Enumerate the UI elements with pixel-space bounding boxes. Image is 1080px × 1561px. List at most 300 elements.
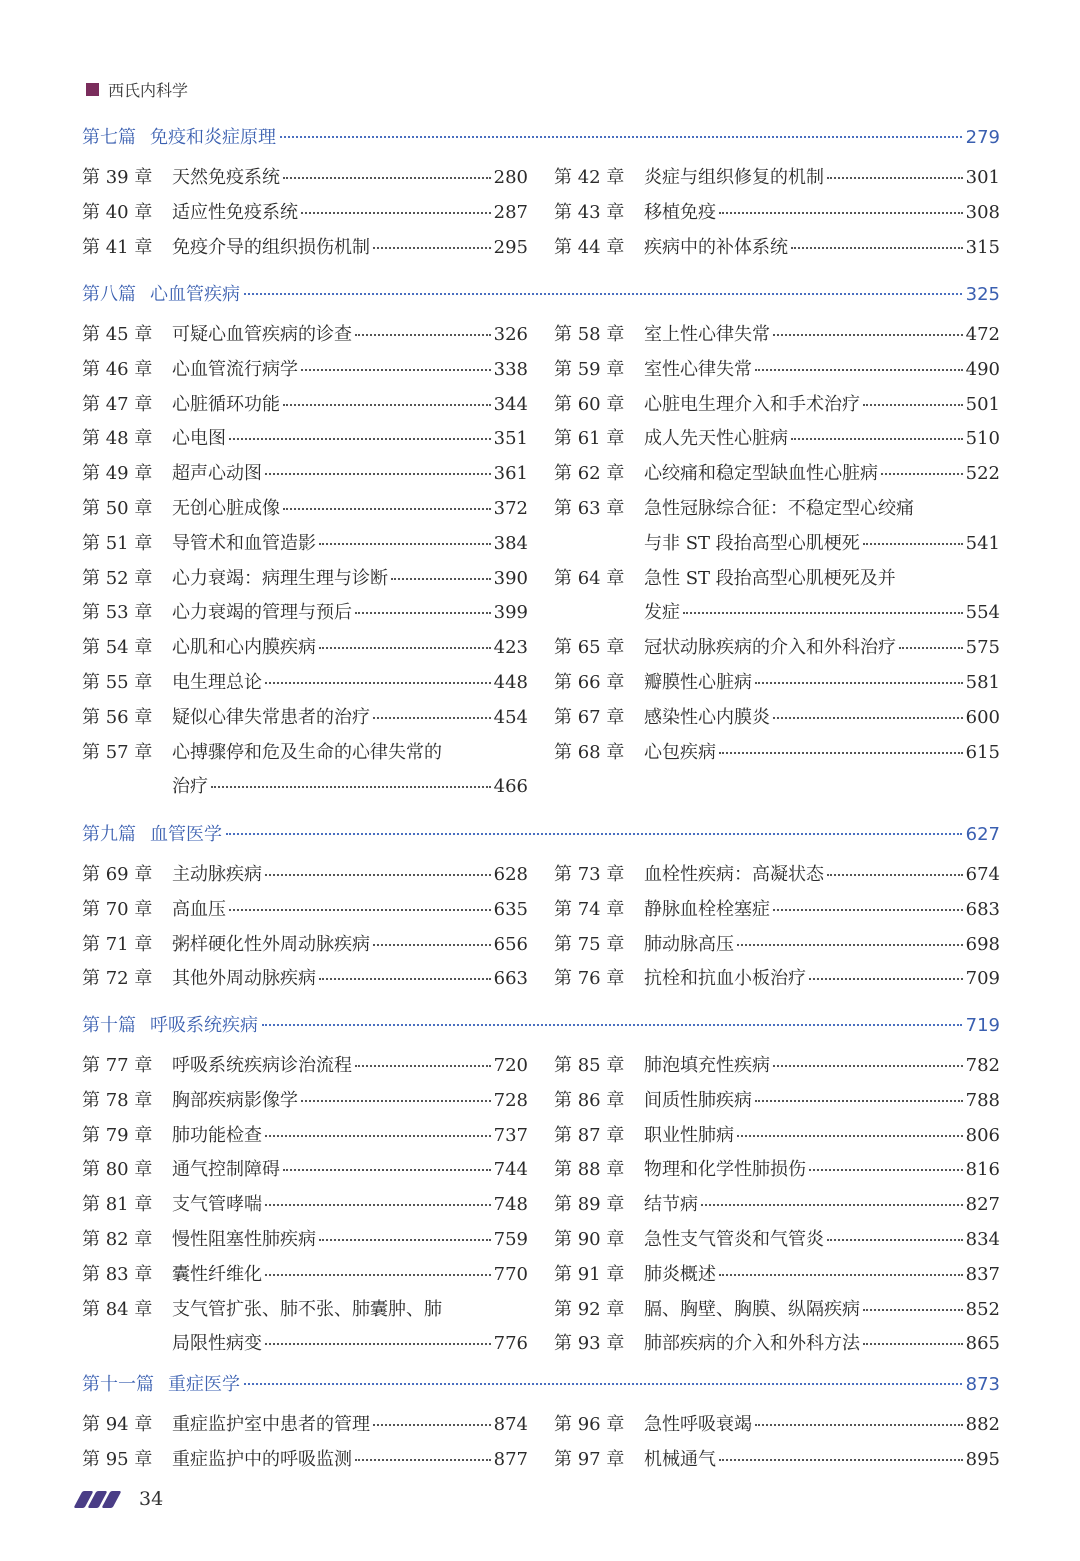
chapter-title: 感染性心内膜炎 bbox=[644, 706, 770, 728]
toc-column-right bbox=[554, 320, 1000, 772]
chapter-page-number: 338 bbox=[493, 358, 528, 380]
toc-column-right bbox=[554, 163, 1000, 267]
chapter-entry[interactable] bbox=[554, 424, 1000, 459]
chapter-number: 第 43 章 bbox=[554, 201, 625, 223]
leader-dots bbox=[827, 874, 963, 876]
chapter-page-number: 874 bbox=[493, 1414, 528, 1435]
chapter-number: 第 70 章 bbox=[82, 898, 153, 920]
leader-dots bbox=[863, 404, 963, 406]
chapter-entry[interactable] bbox=[554, 1155, 1000, 1190]
chapter-entry[interactable] bbox=[554, 598, 1000, 633]
chapter-page-number: 720 bbox=[493, 1055, 528, 1076]
chapter-entry[interactable] bbox=[82, 1121, 528, 1156]
chapter-title: 肺动脉高压 bbox=[644, 933, 734, 955]
part-page-number: 873 bbox=[965, 1374, 1000, 1395]
leader-dots bbox=[755, 1100, 963, 1102]
chapter-number: 第 86 章 bbox=[554, 1089, 625, 1111]
chapter-title: 心血管流行病学 bbox=[172, 358, 298, 380]
chapter-title: 急性支气管炎和气管炎 bbox=[644, 1228, 824, 1250]
chapter-title: 室性心律失常 bbox=[644, 358, 752, 380]
leader-dots bbox=[755, 682, 963, 684]
leader-dots bbox=[863, 1343, 963, 1345]
leader-dots bbox=[809, 978, 963, 980]
chapter-page-number: 788 bbox=[965, 1089, 1000, 1111]
chapter-title: 急性 ST 段抬高型心肌梗死及并 bbox=[644, 567, 896, 589]
chapter-entry[interactable] bbox=[82, 633, 528, 668]
leader-dots bbox=[244, 293, 962, 295]
chapter-entry[interactable] bbox=[554, 1410, 1000, 1445]
chapter-entry[interactable] bbox=[554, 1295, 1000, 1330]
chapter-entry[interactable] bbox=[82, 233, 528, 268]
part-heading[interactable] bbox=[82, 1370, 1000, 1400]
chapter-entry[interactable] bbox=[554, 390, 1000, 425]
chapter-number: 第 75 章 bbox=[554, 933, 625, 955]
chapter-number: 第 57 章 bbox=[82, 741, 153, 763]
chapter-number: 第 49 章 bbox=[82, 463, 153, 485]
chapter-title: 可疑心血管疾病的诊查 bbox=[172, 324, 352, 345]
chapter-page-number: 882 bbox=[965, 1414, 1000, 1435]
leader-dots bbox=[283, 508, 491, 510]
chapter-page-number: 635 bbox=[493, 898, 528, 920]
leader-dots bbox=[319, 543, 491, 545]
chapter-title: 天然免疫系统 bbox=[172, 167, 280, 188]
leader-dots bbox=[391, 578, 491, 580]
leader-dots bbox=[265, 1135, 491, 1137]
leader-dots bbox=[280, 136, 962, 138]
chapter-page-number: 308 bbox=[965, 201, 1000, 223]
chapter-entry[interactable] bbox=[82, 1445, 528, 1480]
leader-dots bbox=[373, 1424, 491, 1426]
chapter-page-number: 490 bbox=[965, 358, 1000, 380]
part-page-number: 325 bbox=[965, 284, 1000, 305]
leader-dots bbox=[319, 647, 491, 649]
chapter-page-number: 656 bbox=[493, 933, 528, 955]
chapter-page-number: 837 bbox=[965, 1263, 1000, 1285]
leader-dots bbox=[773, 334, 963, 336]
chapter-title: 心脏循环功能 bbox=[172, 393, 280, 415]
chapter-page-number: 748 bbox=[493, 1194, 528, 1216]
leader-dots bbox=[755, 1424, 963, 1426]
leader-dots bbox=[229, 438, 491, 440]
chapter-number: 第 69 章 bbox=[82, 864, 153, 885]
chapter-title: 胸部疾病影像学 bbox=[172, 1089, 298, 1111]
chapter-entry[interactable] bbox=[82, 355, 528, 390]
chapter-page-number: 448 bbox=[493, 671, 528, 693]
chapter-number: 第 66 章 bbox=[554, 671, 625, 693]
leader-dots bbox=[701, 1204, 963, 1206]
chapter-title: 发症 bbox=[644, 602, 680, 624]
chapter-entry[interactable] bbox=[82, 860, 528, 895]
chapter-number: 第 89 章 bbox=[554, 1194, 625, 1216]
chapter-entry[interactable] bbox=[554, 355, 1000, 390]
chapter-entry[interactable] bbox=[82, 529, 528, 564]
chapter-entry[interactable] bbox=[82, 1295, 528, 1330]
chapter-entry[interactable] bbox=[554, 1260, 1000, 1295]
chapter-entry[interactable] bbox=[554, 529, 1000, 564]
leader-dots bbox=[355, 1065, 491, 1067]
chapter-title: 肺泡填充性疾病 bbox=[644, 1055, 770, 1076]
chapter-page-number: 852 bbox=[965, 1298, 1000, 1320]
leader-dots bbox=[737, 1135, 963, 1137]
chapter-title: 职业性肺病 bbox=[644, 1124, 734, 1146]
chapter-entry[interactable] bbox=[554, 1225, 1000, 1260]
chapter-entry[interactable] bbox=[554, 1121, 1000, 1156]
chapter-title: 心脏电生理介入和手术治疗 bbox=[644, 393, 860, 415]
chapter-number: 第 76 章 bbox=[554, 968, 625, 990]
chapter-entry[interactable] bbox=[82, 930, 528, 965]
chapter-number: 第 90 章 bbox=[554, 1228, 625, 1250]
chapter-page-number: 454 bbox=[493, 706, 528, 728]
chapter-title: 心力衰竭：病理生理与诊断 bbox=[172, 567, 388, 589]
chapter-page-number: 361 bbox=[493, 463, 528, 485]
leader-dots bbox=[283, 404, 491, 406]
chapter-title: 冠状动脉疾病的介入和外科治疗 bbox=[644, 637, 896, 659]
chapter-page-number: 575 bbox=[965, 637, 1000, 659]
chapter-title: 心肌和心内膜疾病 bbox=[172, 637, 316, 659]
chapter-entry[interactable] bbox=[82, 1051, 528, 1086]
leader-dots bbox=[755, 369, 963, 371]
chapter-page-number: 287 bbox=[493, 201, 528, 223]
chapter-page-number: 295 bbox=[493, 236, 528, 258]
chapter-entry[interactable] bbox=[554, 1329, 1000, 1364]
chapter-page-number: 301 bbox=[965, 167, 1000, 188]
chapter-page-number: 472 bbox=[965, 324, 1000, 345]
part-number: 第九篇 bbox=[82, 824, 136, 845]
part-title: 重症医学 bbox=[168, 1374, 240, 1395]
chapter-entry[interactable] bbox=[554, 1086, 1000, 1121]
chapter-number: 第 73 章 bbox=[554, 864, 625, 885]
chapter-title: 疾病中的补体系统 bbox=[644, 236, 788, 258]
chapter-page-number: 384 bbox=[493, 532, 528, 554]
chapter-page-number: 466 bbox=[493, 776, 528, 798]
chapter-entry[interactable] bbox=[554, 198, 1000, 233]
chapter-number: 第 72 章 bbox=[82, 968, 153, 990]
chapter-number: 第 58 章 bbox=[554, 324, 625, 345]
chapter-number: 第 68 章 bbox=[554, 741, 625, 763]
chapter-title: 主动脉疾病 bbox=[172, 864, 262, 885]
leader-dots bbox=[719, 1459, 963, 1461]
chapter-number: 第 67 章 bbox=[554, 706, 625, 728]
leader-dots bbox=[863, 1309, 963, 1311]
chapter-entry[interactable] bbox=[82, 1086, 528, 1121]
chapter-title: 电生理总论 bbox=[172, 671, 262, 693]
chapter-page-number: 423 bbox=[493, 637, 528, 659]
leader-dots bbox=[355, 334, 491, 336]
chapter-title: 其他外周动脉疾病 bbox=[172, 968, 316, 990]
chapter-number: 第 63 章 bbox=[554, 497, 625, 519]
chapter-page-number: 776 bbox=[493, 1333, 528, 1355]
leader-dots bbox=[373, 944, 491, 946]
leader-dots bbox=[265, 1204, 491, 1206]
leader-dots bbox=[301, 369, 491, 371]
chapter-number: 第 56 章 bbox=[82, 706, 153, 728]
toc-column-right bbox=[554, 860, 1000, 999]
chapter-entry[interactable] bbox=[82, 459, 528, 494]
leader-dots bbox=[355, 612, 491, 614]
chapter-entry[interactable] bbox=[554, 1051, 1000, 1086]
part-heading[interactable] bbox=[82, 1011, 1000, 1041]
chapter-page-number: 581 bbox=[965, 671, 1000, 693]
chapter-entry[interactable] bbox=[82, 163, 528, 198]
chapter-number: 第 71 章 bbox=[82, 933, 153, 955]
page-footer bbox=[78, 1488, 163, 1510]
chapter-page-number: 865 bbox=[965, 1333, 1000, 1355]
leader-dots bbox=[719, 212, 963, 214]
chapter-entry[interactable] bbox=[554, 738, 1000, 773]
chapter-entry[interactable] bbox=[82, 494, 528, 529]
chapter-entry[interactable] bbox=[554, 564, 1000, 599]
chapter-title: 抗栓和抗血小板治疗 bbox=[644, 968, 806, 990]
chapter-number: 第 42 章 bbox=[554, 167, 625, 188]
leader-dots bbox=[827, 177, 963, 179]
leader-dots bbox=[262, 1024, 962, 1026]
toc-column-left bbox=[82, 860, 528, 999]
chapter-entry[interactable] bbox=[554, 895, 1000, 930]
chapter-page-number: 280 bbox=[493, 167, 528, 188]
chapter-number: 第 88 章 bbox=[554, 1159, 625, 1181]
chapter-entry[interactable] bbox=[82, 703, 528, 738]
chapter-number: 第 94 章 bbox=[82, 1414, 153, 1435]
leader-dots bbox=[319, 978, 491, 980]
toc-column-left bbox=[82, 1051, 528, 1364]
chapter-page-number: 554 bbox=[965, 602, 1000, 624]
leader-dots bbox=[737, 944, 963, 946]
chapter-number: 第 55 章 bbox=[82, 671, 153, 693]
chapter-entry[interactable] bbox=[82, 895, 528, 930]
leader-dots bbox=[899, 647, 963, 649]
chapter-title: 重症监护室中患者的管理 bbox=[172, 1414, 370, 1435]
chapter-number: 第 40 章 bbox=[82, 201, 153, 223]
toc-column-left bbox=[82, 163, 528, 267]
chapter-number: 第 81 章 bbox=[82, 1194, 153, 1216]
leader-dots bbox=[773, 717, 963, 719]
page-number: 34 bbox=[139, 1488, 164, 1510]
chapter-page-number: 510 bbox=[965, 428, 1000, 450]
chapter-title: 通气控制障碍 bbox=[172, 1159, 280, 1181]
chapter-page-number: 390 bbox=[493, 567, 528, 589]
chapter-number: 第 59 章 bbox=[554, 358, 625, 380]
chapter-title: 机械通气 bbox=[644, 1448, 716, 1470]
chapter-title: 血栓性疾病：高凝状态 bbox=[644, 864, 824, 885]
chapter-number: 第 77 章 bbox=[82, 1055, 153, 1076]
chapter-number: 第 50 章 bbox=[82, 497, 153, 519]
chapter-title: 膈、胸壁、胸膜、纵隔疾病 bbox=[644, 1298, 860, 1320]
chapter-entry[interactable] bbox=[82, 1410, 528, 1445]
chapter-title: 免疫介导的组织损伤机制 bbox=[172, 236, 370, 258]
chapter-number: 第 83 章 bbox=[82, 1263, 153, 1285]
toc-column-right bbox=[554, 1410, 1000, 1480]
chapter-title: 与非 ST 段抬高型心肌梗死 bbox=[644, 532, 860, 554]
chapter-entry[interactable] bbox=[82, 390, 528, 425]
leader-dots bbox=[244, 1383, 962, 1385]
chapter-entry[interactable] bbox=[82, 738, 528, 773]
chapter-title: 急性冠脉综合征：不稳定型心绞痛 bbox=[644, 497, 914, 519]
part-number: 第七篇 bbox=[82, 127, 136, 148]
chapter-entry[interactable] bbox=[554, 1190, 1000, 1225]
chapter-entry[interactable] bbox=[554, 668, 1000, 703]
chapter-title: 瓣膜性心脏病 bbox=[644, 671, 752, 693]
chapter-number: 第 91 章 bbox=[554, 1263, 625, 1285]
chapter-page-number: 501 bbox=[965, 393, 1000, 415]
chapter-number: 第 46 章 bbox=[82, 358, 153, 380]
chapter-entry[interactable] bbox=[554, 703, 1000, 738]
chapter-title: 囊性纤维化 bbox=[172, 1263, 262, 1285]
chapter-number: 第 87 章 bbox=[554, 1124, 625, 1146]
part-heading[interactable] bbox=[82, 123, 1000, 153]
chapter-title: 室上性心律失常 bbox=[644, 324, 770, 345]
leader-dots bbox=[373, 717, 491, 719]
chapter-title: 支气管哮喘 bbox=[172, 1194, 262, 1216]
part-title: 心血管疾病 bbox=[150, 284, 240, 305]
footer-stripes-decoration bbox=[78, 1491, 117, 1508]
chapter-number: 第 78 章 bbox=[82, 1089, 153, 1111]
chapter-number: 第 85 章 bbox=[554, 1055, 625, 1076]
chapter-entry[interactable] bbox=[82, 1225, 528, 1260]
chapter-page-number: 759 bbox=[493, 1228, 528, 1250]
part-heading[interactable] bbox=[82, 280, 1000, 310]
leader-dots bbox=[809, 1169, 963, 1171]
leader-dots bbox=[719, 1274, 963, 1276]
chapter-title: 心包疾病 bbox=[644, 741, 716, 763]
leader-dots bbox=[283, 1169, 491, 1171]
chapter-page-number: 399 bbox=[493, 602, 528, 624]
chapter-title: 肺炎概述 bbox=[644, 1263, 716, 1285]
chapter-page-number: 674 bbox=[965, 864, 1000, 885]
chapter-number: 第 44 章 bbox=[554, 236, 625, 258]
chapter-entry[interactable] bbox=[82, 598, 528, 633]
chapter-number: 第 65 章 bbox=[554, 637, 625, 659]
chapter-title: 结节病 bbox=[644, 1194, 698, 1216]
chapter-entry[interactable] bbox=[82, 198, 528, 233]
chapter-title: 间质性肺疾病 bbox=[644, 1089, 752, 1111]
chapter-number: 第 45 章 bbox=[82, 324, 153, 345]
part-number: 第十篇 bbox=[82, 1015, 136, 1036]
chapter-entry[interactable] bbox=[554, 964, 1000, 999]
chapter-entry[interactable] bbox=[82, 1190, 528, 1225]
chapter-number: 第 95 章 bbox=[82, 1448, 153, 1470]
chapter-entry[interactable] bbox=[554, 233, 1000, 268]
part-heading[interactable] bbox=[82, 820, 1000, 850]
chapter-title: 心电图 bbox=[172, 428, 226, 450]
chapter-page-number: 816 bbox=[965, 1159, 1000, 1181]
chapter-title: 呼吸系统疾病诊治流程 bbox=[172, 1055, 352, 1076]
chapter-title: 物理和化学性肺损伤 bbox=[644, 1159, 806, 1181]
chapter-entry[interactable] bbox=[554, 860, 1000, 895]
chapter-title: 炎症与组织修复的机制 bbox=[644, 167, 824, 188]
chapter-number: 第 61 章 bbox=[554, 428, 625, 450]
chapter-page-number: 615 bbox=[965, 741, 1000, 763]
chapter-title: 局限性病变 bbox=[172, 1333, 262, 1355]
chapter-number: 第 82 章 bbox=[82, 1228, 153, 1250]
chapter-title: 疑似心律失常患者的治疗 bbox=[172, 706, 370, 728]
chapter-page-number: 806 bbox=[965, 1124, 1000, 1146]
chapter-entry[interactable] bbox=[554, 459, 1000, 494]
chapter-entry[interactable] bbox=[82, 320, 528, 355]
chapter-page-number: 522 bbox=[965, 463, 1000, 485]
book-title: 西氏内科学 bbox=[108, 80, 189, 100]
chapter-entry[interactable] bbox=[82, 564, 528, 599]
chapter-title: 高血压 bbox=[172, 898, 226, 920]
header-square-mark bbox=[86, 83, 99, 96]
chapter-title: 成人先天性心脏病 bbox=[644, 428, 788, 450]
chapter-entry[interactable] bbox=[554, 1445, 1000, 1480]
chapter-page-number: 877 bbox=[493, 1448, 528, 1470]
chapter-entry[interactable] bbox=[82, 1260, 528, 1295]
leader-dots bbox=[773, 1065, 963, 1067]
chapter-title: 超声心动图 bbox=[172, 463, 262, 485]
chapter-page-number: 541 bbox=[965, 532, 1000, 554]
chapter-page-number: 698 bbox=[965, 933, 1000, 955]
leader-dots bbox=[265, 1343, 491, 1345]
chapter-number: 第 62 章 bbox=[554, 463, 625, 485]
leader-dots bbox=[265, 682, 491, 684]
chapter-number: 第 92 章 bbox=[554, 1298, 625, 1320]
chapter-number: 第 96 章 bbox=[554, 1414, 625, 1435]
chapter-entry[interactable] bbox=[82, 668, 528, 703]
chapter-entry[interactable] bbox=[554, 163, 1000, 198]
chapter-page-number: 827 bbox=[965, 1194, 1000, 1216]
part-title: 呼吸系统疾病 bbox=[150, 1015, 258, 1036]
chapter-title: 肺功能检查 bbox=[172, 1124, 262, 1146]
leader-dots bbox=[683, 612, 963, 614]
chapter-title: 粥样硬化性外周动脉疾病 bbox=[172, 933, 370, 955]
chapter-page-number: 709 bbox=[965, 968, 1000, 990]
chapter-number: 第 53 章 bbox=[82, 602, 153, 624]
chapter-title: 导管术和血管造影 bbox=[172, 532, 316, 554]
leader-dots bbox=[373, 247, 491, 249]
chapter-entry[interactable] bbox=[554, 930, 1000, 965]
toc-column-right bbox=[554, 1051, 1000, 1364]
chapter-entry[interactable] bbox=[554, 633, 1000, 668]
part-page-number: 627 bbox=[965, 824, 1000, 845]
leader-dots bbox=[226, 833, 962, 835]
chapter-entry[interactable] bbox=[554, 320, 1000, 355]
chapter-title: 适应性免疫系统 bbox=[172, 201, 298, 223]
leader-dots bbox=[301, 212, 491, 214]
chapter-entry[interactable] bbox=[82, 1329, 528, 1364]
chapter-page-number: 683 bbox=[965, 898, 1000, 920]
chapter-page-number: 351 bbox=[493, 428, 528, 450]
chapter-entry[interactable] bbox=[82, 1155, 528, 1190]
chapter-title: 支气管扩张、肺不张、肺囊肿、肺 bbox=[172, 1298, 442, 1320]
chapter-entry[interactable] bbox=[82, 424, 528, 459]
leader-dots bbox=[283, 177, 491, 179]
running-header bbox=[86, 78, 188, 100]
chapter-page-number: 628 bbox=[493, 864, 528, 885]
chapter-entry[interactable] bbox=[82, 964, 528, 999]
chapter-title: 无创心脏成像 bbox=[172, 497, 280, 519]
chapter-title: 重症监护中的呼吸监测 bbox=[172, 1448, 352, 1470]
leader-dots bbox=[301, 1100, 491, 1102]
chapter-number: 第 48 章 bbox=[82, 428, 153, 450]
leader-dots bbox=[773, 909, 963, 911]
chapter-title: 治疗 bbox=[172, 776, 208, 798]
chapter-number: 第 60 章 bbox=[554, 393, 625, 415]
leader-dots bbox=[265, 473, 491, 475]
leader-dots bbox=[211, 786, 491, 788]
chapter-page-number: 728 bbox=[493, 1089, 528, 1111]
chapter-entry[interactable] bbox=[82, 772, 528, 807]
leader-dots bbox=[881, 473, 963, 475]
chapter-number: 第 64 章 bbox=[554, 567, 625, 589]
chapter-number: 第 41 章 bbox=[82, 236, 153, 258]
chapter-page-number: 344 bbox=[493, 393, 528, 415]
leader-dots bbox=[791, 247, 963, 249]
chapter-page-number: 770 bbox=[493, 1263, 528, 1285]
chapter-page-number: 600 bbox=[965, 706, 1000, 728]
chapter-entry[interactable] bbox=[554, 494, 1000, 529]
chapter-number: 第 52 章 bbox=[82, 567, 153, 589]
